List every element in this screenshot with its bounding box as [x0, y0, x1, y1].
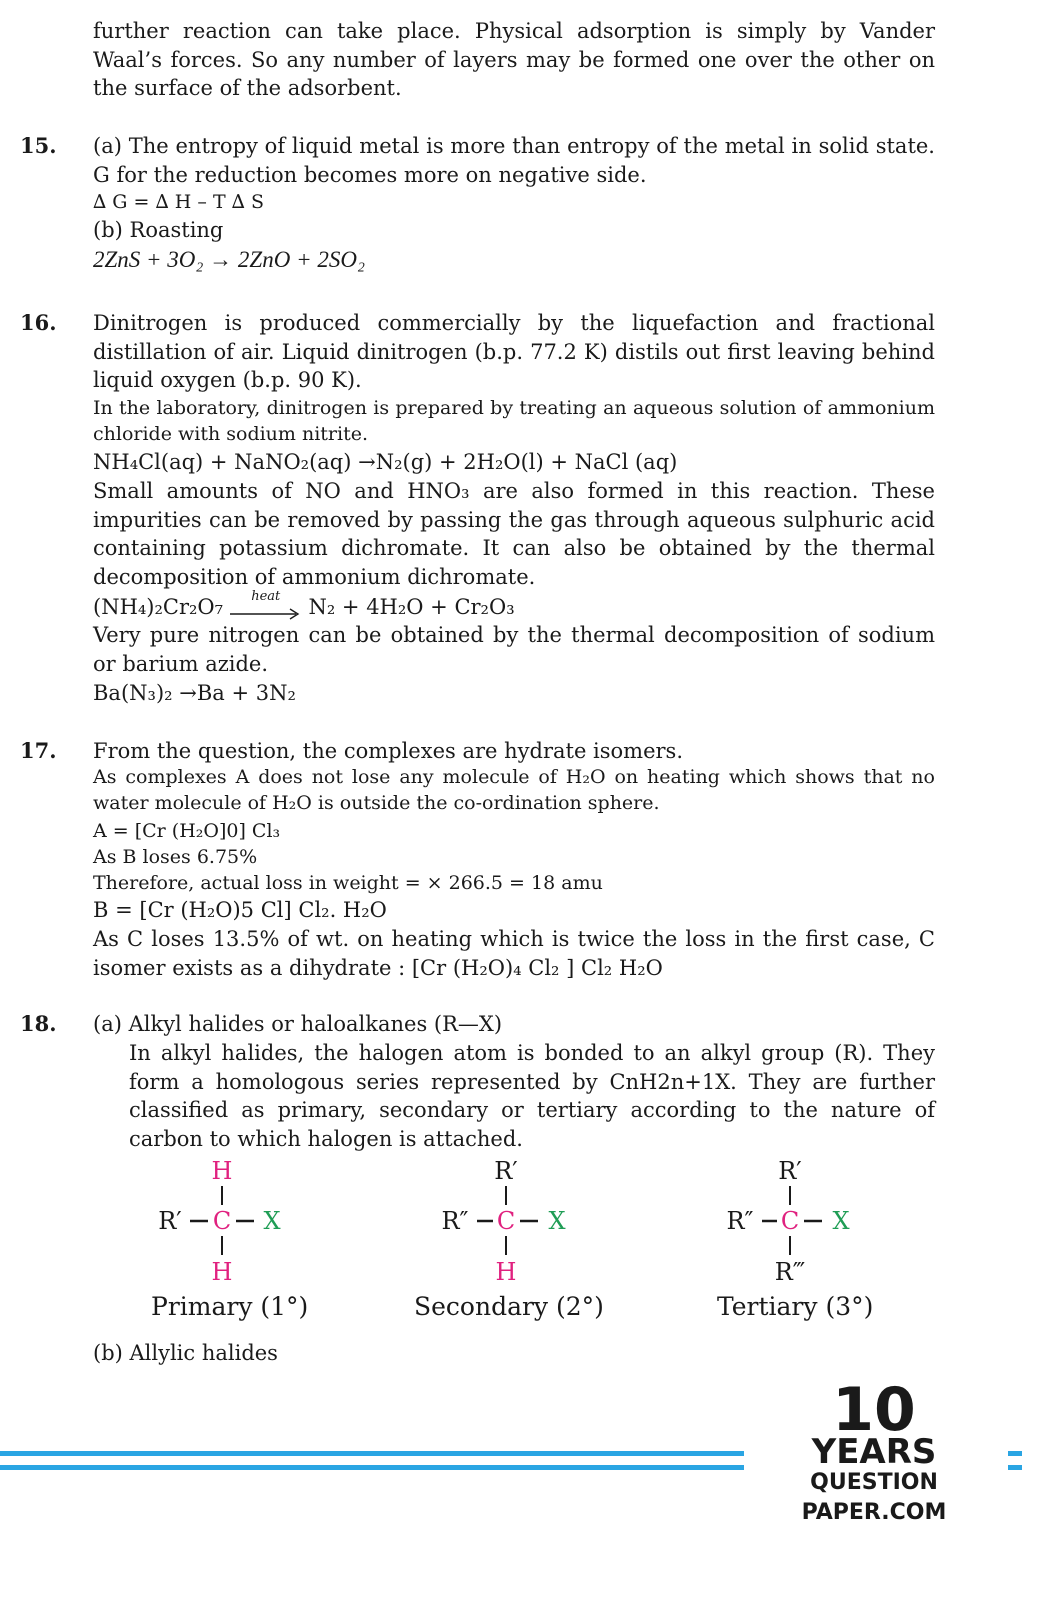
q17-line-3: Therefore, actual loss in weight = × 266.5 = 18 amu	[93, 872, 603, 894]
footer-bar-bottom	[0, 1465, 744, 1470]
q17-paragraph-3: As C loses 13.5% of wt. on heating which is twice the loss in the first case, C isomer exists as a dihydrate : [Cr (H₂O)₄ Cl₂ ] Cl₂ H₂O	[93, 927, 935, 980]
struct1-top: H	[211, 1157, 233, 1185]
struct3-right: X	[832, 1207, 850, 1235]
site-logo[interactable]	[744, 1375, 1008, 1525]
struct2-top: R′	[494, 1157, 518, 1185]
footer-bar-right-top	[1008, 1451, 1022, 1456]
logo-years: YEARS	[811, 1432, 937, 1472]
q18-paragraph-1: In alkyl halides, the halogen atom is bonded to an alkyl group (R). They form a homologous series represented by CnH2n+1X. They are further classified as primary, secondary or tertiary according to the nature of carbon to which halogen is attached.	[129, 1041, 935, 1152]
q16-paragraph-1: Dinitrogen is produced commercially by the liquefaction and fractional distillation of air. Liquid dinitrogen (b.p. 77.2 K) distils out first leaving behind liquid oxygen (b.p. 90 K).	[93, 311, 935, 393]
question-number-17: 17.	[20, 738, 57, 763]
footer-bar-top	[0, 1451, 744, 1456]
question-number-18: 18.	[20, 1011, 57, 1036]
q15-equation-gibbs: ∆ G = ∆ H – T ∆ S	[93, 191, 264, 213]
logo-ten: 10	[832, 1375, 916, 1445]
struct1-right: X	[263, 1207, 281, 1235]
struct1-center: C	[212, 1207, 232, 1235]
struct2-left: R″	[441, 1207, 469, 1235]
q17-line-4: B = [Cr (H₂O)5 Cl] Cl₂. H₂O	[93, 898, 387, 922]
q16-equation-3: Ba(N₃)₂ →Ba + 3N₂	[93, 681, 296, 705]
caption-primary: Primary (1°)	[151, 1292, 309, 1321]
q17-paragraph-2: As complexes A does not lose any molecule of H₂O on heating which shows that no water molecule of H₂O is outside the co-ordination sphere.	[93, 766, 935, 814]
q16-paragraph-4: Very pure nitrogen can be obtained by the thermal decomposition of sodium or barium azide.	[93, 623, 935, 676]
q18-part-a: (a) Alkyl halides or haloalkanes (R—X)	[93, 1012, 503, 1036]
q15-part-b: (b) Roasting	[93, 218, 224, 242]
logo-site-name: QUESTION PAPER.COM	[801, 1470, 947, 1525]
heat-arrow	[230, 588, 302, 617]
caption-secondary: Secondary (2°)	[414, 1292, 604, 1321]
question-number-16: 16.	[20, 310, 57, 335]
q16-equation-1: NH₄Cl(aq) + NaNO₂(aq) →N₂(g) + 2H₂O(l) + NaCl (aq)	[93, 450, 678, 474]
q17-line-2: As B loses 6.75%	[93, 846, 258, 868]
footer-bar-right-bottom	[1008, 1465, 1022, 1470]
q16-eq2-reactant: (NH₄)₂Cr₂O₇	[93, 595, 224, 619]
struct3-center: C	[780, 1207, 800, 1235]
q15-part-a: (a) The entropy of liquid metal is more than entropy of the metal in solid state. G for the reduction becomes more on negative side.	[93, 134, 935, 187]
question-number-15: 15.	[20, 133, 57, 158]
struct2-center: C	[496, 1207, 516, 1235]
q15-equation-roasting: 2ZnS + 3O₂ → 2ZnO + 2SO₂	[93, 247, 365, 272]
struct3-left: R″	[726, 1207, 754, 1235]
struct3-top: R′	[778, 1157, 802, 1185]
intro-paragraph: further reaction can take place. Physical adsorption is simply by Vander Waal’s forces. So any number of layers may be formed one over the other on the surface of the adsorbent.	[93, 19, 935, 101]
q18-part-b: (b) Allylic halides	[93, 1341, 278, 1365]
struct2-bottom: H	[495, 1258, 517, 1286]
struct2-right: X	[548, 1207, 566, 1235]
q17-line-1: A = [Cr (H₂O]0] Cl₃	[93, 820, 281, 842]
caption-tertiary: Tertiary (3°)	[717, 1292, 874, 1321]
struct3-bottom: R‴	[774, 1258, 806, 1286]
q16-eq2-products: N₂ + 4H₂O + Cr₂O₃	[308, 595, 515, 619]
q17-paragraph-1: From the question, the complexes are hydrate isomers.	[93, 739, 684, 763]
q16-paragraph-2: In the laboratory, dinitrogen is prepared by treating an aqueous solution of ammonium chloride with sodium nitrite.	[93, 397, 935, 445]
struct1-left: R′	[158, 1207, 182, 1235]
heat-label: heat	[251, 588, 281, 604]
q16-paragraph-3: Small amounts of NO and HNO₃ are also formed in this reaction. These impurities can be removed by passing the gas through aqueous sulphuric acid containing potassium dichromate. It can also be obtained by the thermal decomposition of ammonium dichromate.	[93, 479, 935, 590]
struct1-bottom: H	[211, 1258, 233, 1286]
q16-equation-2	[93, 588, 515, 621]
